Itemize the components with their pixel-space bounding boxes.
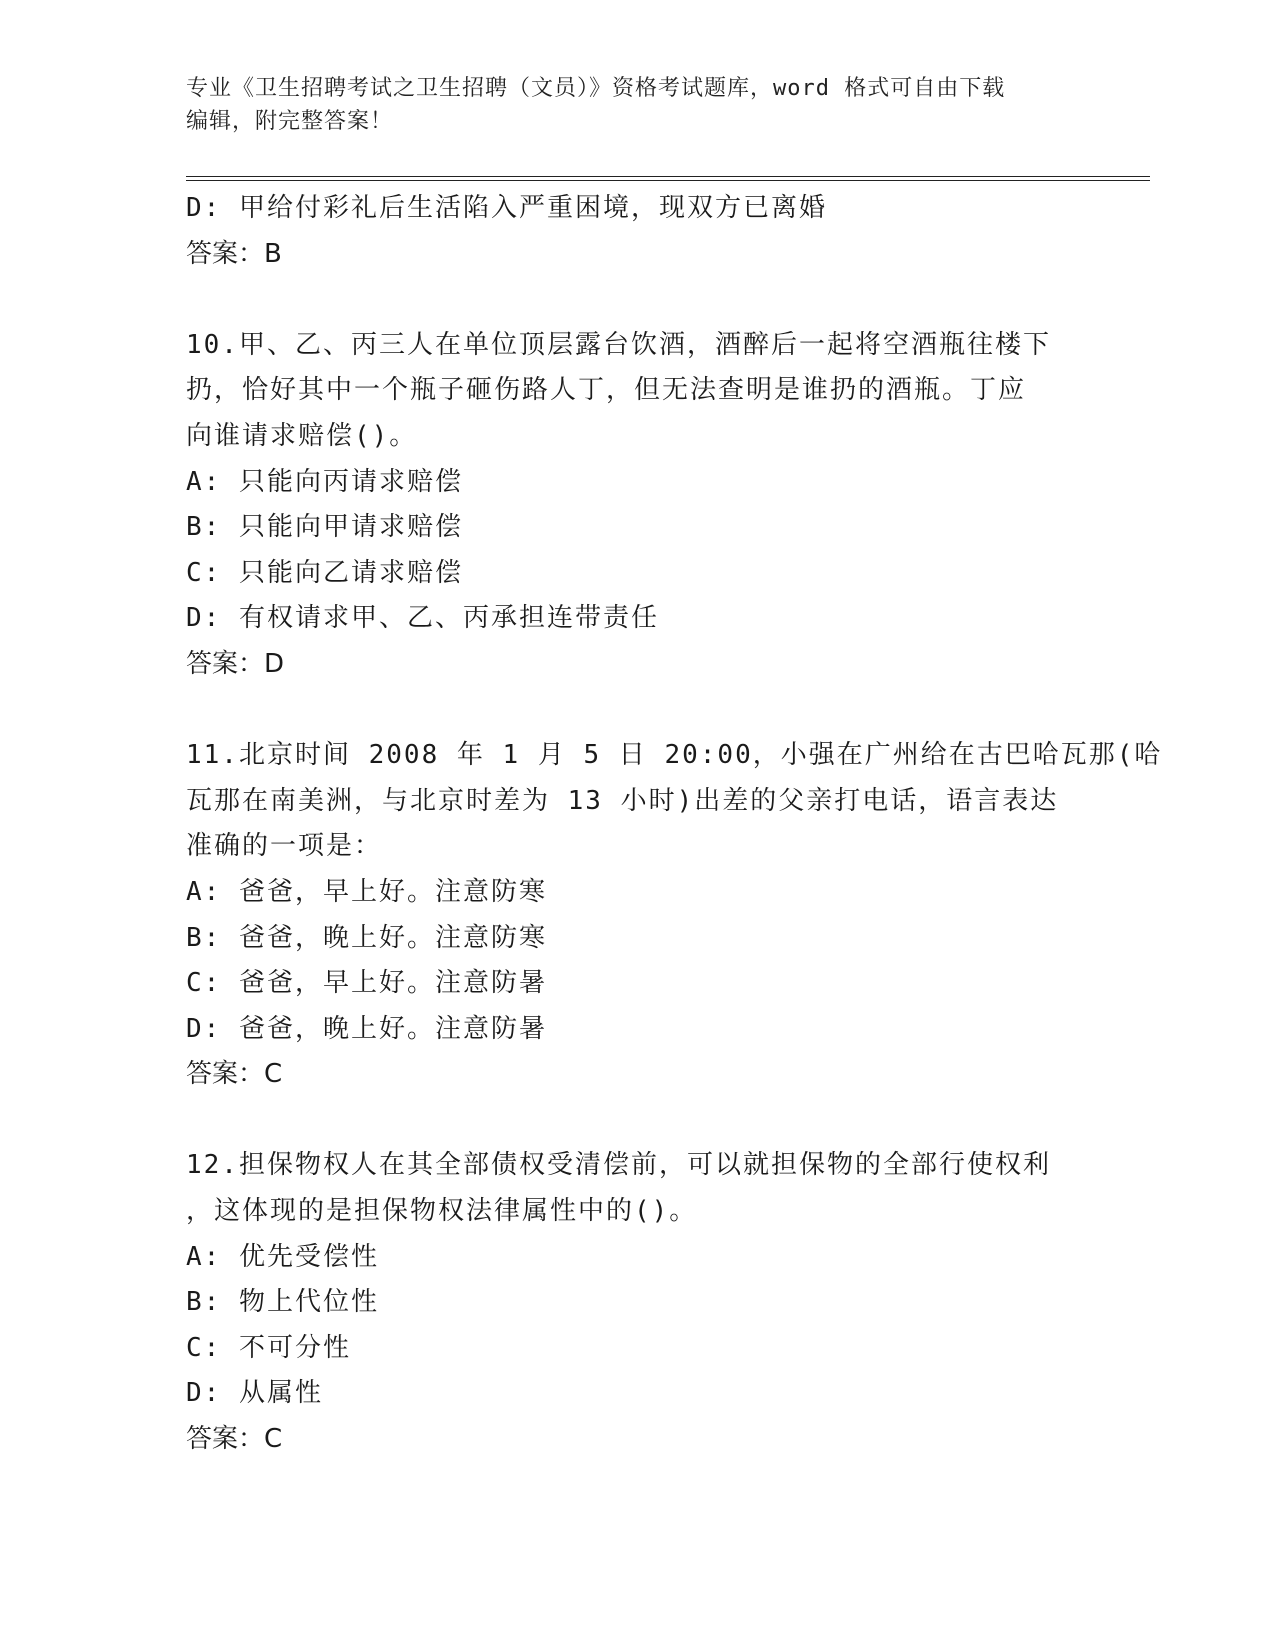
answer: 答案：D — [186, 648, 285, 679]
answer: 答案：C — [186, 1424, 283, 1455]
header-divider — [186, 176, 1150, 181]
question-stem-line: 瓦那在南美洲，与北京时差为 13 小时)出差的父亲打电话，语言表达 — [186, 785, 1059, 816]
option-a: A: 优先受偿性 — [186, 1241, 379, 1272]
option-c: C: 只能向乙请求赔偿 — [186, 557, 463, 588]
question-fragment — [186, 186, 1086, 277]
header-line-2: 编辑，附完整答案！ — [186, 109, 394, 134]
option-d: D: 从属性 — [186, 1378, 323, 1409]
question-stem-line: 10.甲、乙、丙三人在单位顶层露台饮酒，酒醉后一起将空酒瓶往楼下 — [186, 329, 1051, 360]
spacer — [186, 688, 1086, 734]
question-stem-line: 准确的一项是： — [186, 831, 383, 862]
spacer — [186, 277, 1086, 323]
question-12 — [186, 1143, 1086, 1462]
question-stem-line: 扔，恰好其中一个瓶子砸伤路人丁，但无法查明是谁扔的酒瓶。丁应 — [186, 375, 1027, 406]
question-10 — [186, 323, 1086, 688]
question-11 — [186, 733, 1163, 1098]
option-a: A: 爸爸，早上好。注意防寒 — [186, 876, 547, 907]
option-b: B: 只能向甲请求赔偿 — [186, 512, 463, 543]
option-d: D: 有权请求甲、乙、丙承担连带责任 — [186, 603, 659, 634]
question-list — [186, 186, 1163, 1463]
option-d: D: 甲给付彩礼后生活陷入严重困境，现双方已离婚 — [186, 193, 827, 223]
option-c: C: 爸爸，早上好。注意防暑 — [186, 968, 547, 999]
page-header — [186, 72, 1086, 138]
question-stem-line: 11.北京时间 2008 年 1 月 5 日 20:00，小强在广州给在古巴哈瓦那(哈 — [186, 740, 1163, 771]
option-b: B: 爸爸，晚上好。注意防寒 — [186, 922, 547, 953]
question-stem-line: ，这体现的是担保物权法律属性中的()。 — [186, 1196, 698, 1227]
question-stem-line: 12.担保物权人在其全部债权受清偿前，可以就担保物的全部行使权利 — [186, 1150, 1051, 1181]
answer: 答案：C — [186, 1059, 283, 1090]
question-stem-line: 向谁请求赔偿()。 — [186, 420, 418, 451]
header-line-1: 专业《卫生招聘考试之卫生招聘（文员）》资格考试题库，word 格式可自由下载 — [186, 76, 1006, 101]
spacer — [186, 1098, 1086, 1144]
option-b: B: 物上代位性 — [186, 1287, 379, 1318]
option-c: C: 不可分性 — [186, 1332, 351, 1363]
option-a: A: 只能向丙请求赔偿 — [186, 466, 463, 497]
option-d: D: 爸爸，晚上好。注意防暑 — [186, 1013, 547, 1044]
answer: 答案：B — [186, 238, 282, 269]
